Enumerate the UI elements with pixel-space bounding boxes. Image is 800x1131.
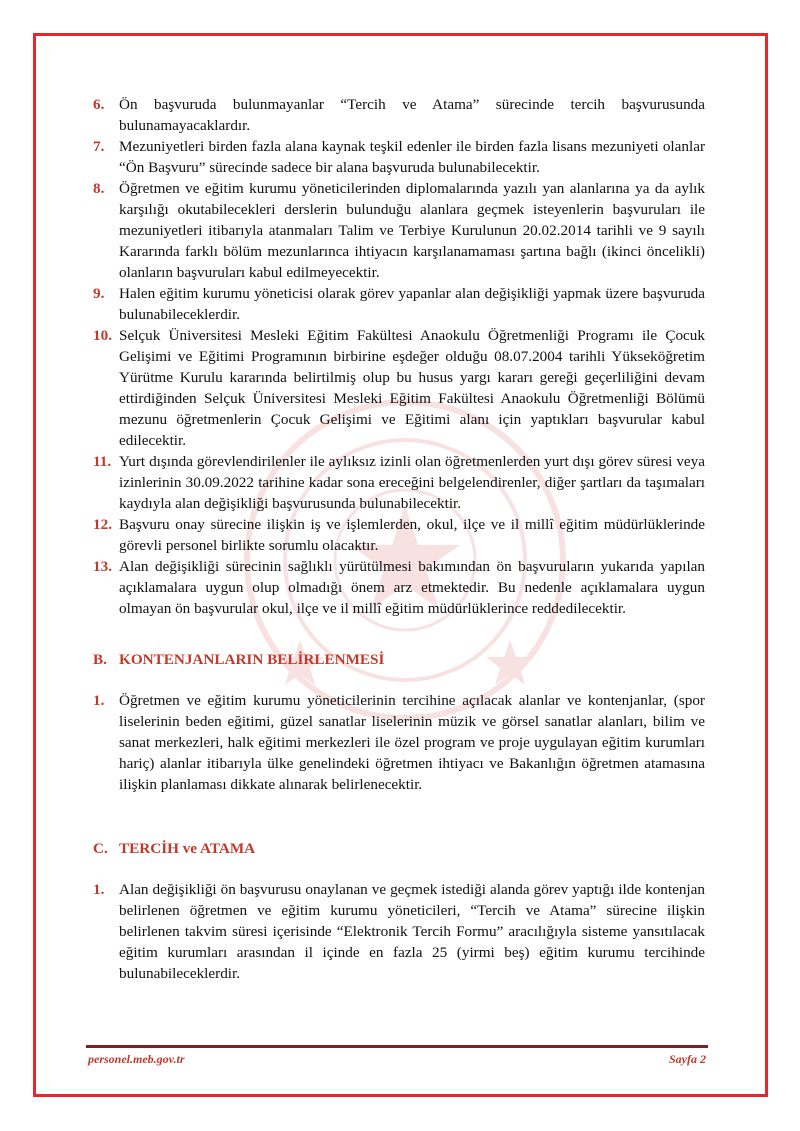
item-text: Halen eğitim kurumu yöneticisi olarak görev yapanlar alan değişikliği yapmak üzere başvuruda bulunabileceklerdir. — [119, 285, 705, 323]
section-c-heading — [93, 840, 705, 858]
list-item — [93, 556, 705, 619]
list-item — [93, 514, 705, 556]
item-text: Mezuniyetleri birden fazla alana kaynak teşkil edenler ile birden fazla lisans mezuniyeti olanlar “Ön Başvuru” sürecinde sadece bir alana başvuruda bulunabilecektir. — [119, 138, 705, 176]
section-b-letter: B. — [93, 651, 107, 668]
item-text: Başvuru onay sürecine ilişkin iş ve işlemlerden, okul, ilçe ve il millî eğitim müdürlüklerinde görevli personel birlikte sorumlu olacaktır. — [119, 516, 705, 554]
item-number: 13. — [93, 558, 112, 575]
item-text: Öğretmen ve eğitim kurumu yöneticilerinden diplomalarında yazılı yan alanlarına ya da aylık karşılığı okutabilecekleri derslerin bulunduğu alanlara geçmek isteyenlerin başvuruları ile mezuniyetleri itibarıyla atanmaları Talim ve Terbiye Kurulunun 20.02.2014 tarihli ve 9 sayılı Kararında farklı bölüm mezunlarınca ihtiyacın karşılanamaması şartına bağlı (ikinci öncelikli) olanların başvuruları kabul edilmeyecektir. — [119, 180, 705, 281]
item-text: Alan değişikliği sürecinin sağlıklı yürütülmesi bakımından ön başvuruların yukarıda yapılan açıklamalara uygun olup olmadığı önem arz etmektedir. Bu nedenle açıklamalara uygun olmayan ön başvurular okul, ilçe ve il millî eğitim müdürlüklerince reddedilecektir. — [119, 558, 705, 617]
item-number: 9. — [93, 285, 105, 302]
list-item — [93, 690, 705, 795]
item-text: Alan değişikliği ön başvurusu onaylanan ve geçmek istediği alanda görev yaptığı ilde kontenjan belirlenen öğretmen ve eğitim kurumu yöneticileri, “Tercih ve Atama” sürecine ilişkin belirlenen takvim süresi içerisinde “Elektronik Tercih Formu” aracılığıyla sisteme yansıtılacak eğitim kurumları arasından il içinde en fazla 25 (yirmi beş) eğitim kurumu tercihinde bulunabileceklerdir. — [119, 881, 705, 982]
list-item — [93, 94, 705, 136]
list-item — [93, 879, 705, 984]
item-number: 7. — [93, 138, 105, 155]
section-b-title: KONTENJANLARIN BELİRLENMESİ — [119, 651, 385, 668]
list-item — [93, 136, 705, 178]
footer-website-link[interactable]: personel.meb.gov.tr — [88, 1052, 185, 1066]
item-number: 1. — [93, 881, 105, 898]
list-item — [93, 451, 705, 514]
section-b-heading — [93, 651, 705, 669]
item-number: 1. — [93, 692, 105, 709]
item-number: 8. — [93, 180, 105, 197]
item-text: Öğretmen ve eğitim kurumu yöneticilerinin tercihine açılacak alanlar ve kontenjanlar, (spor liselerinin beden eğitimi, güzel sanatlar liselerinin müzik ve görsel sanatlar alanları, bilim ve sanat merkezleri, halk eğitimi merkezleri ile özel program ve proje uygulayan eğitim kurumları hariç) alanlar itibarıyla ülke genelindeki öğretmen ihtiyacı ve Bakanlığın öğretmen atamasına ilişkin planlaması dikkate alınarak belirlenecektir. — [119, 692, 705, 793]
section-b-list — [93, 690, 705, 795]
section-c-title: TERCİH ve ATAMA — [119, 840, 256, 857]
list-item — [93, 178, 705, 283]
document-body — [93, 94, 705, 984]
item-text: Yurt dışında görevlendirilenler ile aylıksız izinli olan öğretmenlerden yurt dışı görev süresi veya izinlerinin 30.09.2022 tarihine kadar sona ereceğini belgelendirenler, diğer şartları da taşımaları kaydıyla alan değişikliği başvurusunda bulunabilecektir. — [119, 453, 705, 512]
list-item — [93, 325, 705, 451]
list-item — [93, 283, 705, 325]
section-c-letter: C. — [93, 840, 108, 857]
item-text: Selçuk Üniversitesi Mesleki Eğitim Fakültesi Anaokulu Öğretmenliği Programı ile Çocuk Gelişimi ve Eğitimi Programının birbirine eşdeğer olduğu 08.07.2004 tarihli Yükseköğretim Yürütme Kurulu kararında belirtilmiş olup bu husus yargı kararı gereği geçerliliğini devam ettirdiğinden Selçuk Üniversitesi Mesleki Eğitim Fakültesi Anaokulu Öğretmenliği Bölümü mezunu öğretmenlerin Çocuk Gelişimi ve Eğitimi alanı için yaptıkları başvurular kabul edilecektir. — [119, 327, 705, 449]
item-number: 12. — [93, 516, 112, 533]
item-number: 10. — [93, 327, 112, 344]
section-c-list — [93, 879, 705, 984]
item-number: 6. — [93, 96, 105, 113]
section-a-list — [93, 94, 705, 619]
footer-page-number: Sayfa 2 — [669, 1052, 706, 1066]
footer-rule — [86, 1045, 708, 1048]
item-number: 11. — [93, 453, 112, 470]
item-text: Ön başvuruda bulunmayanlar “Tercih ve Atama” sürecinde tercih başvurusunda bulunamayacaklardır. — [119, 96, 705, 134]
